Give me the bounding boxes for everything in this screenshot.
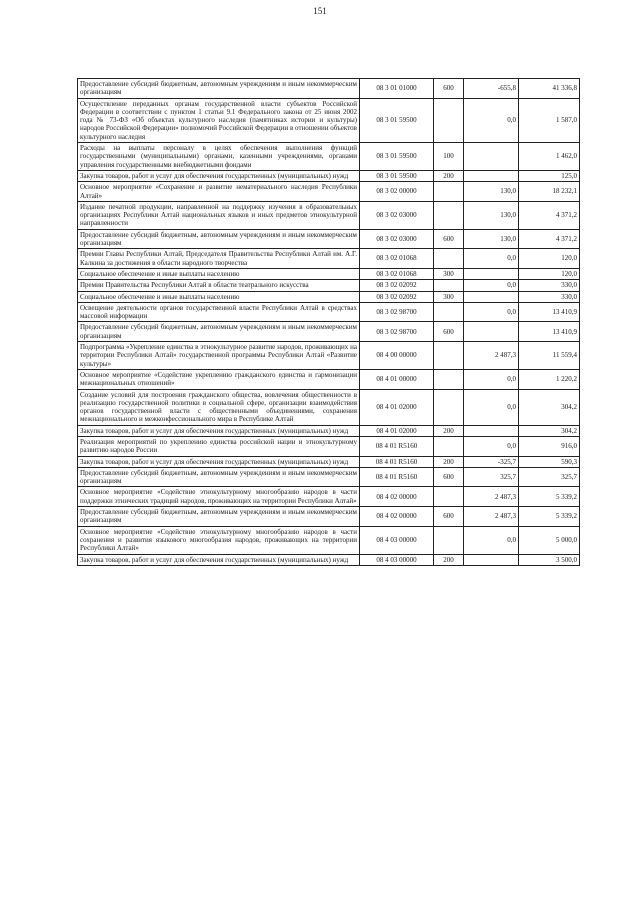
row-expense-type: 200: [434, 554, 464, 565]
row-expense-type: 200: [434, 425, 464, 436]
row-classification-code: 08 3 01 59500: [360, 98, 434, 142]
row-description: Социальное обеспечение и иные выплаты населению: [78, 268, 360, 279]
table-row: [78, 487, 580, 507]
row-expense-type: [434, 182, 464, 202]
row-expense-type: 100: [434, 143, 464, 171]
table-row: [78, 291, 580, 302]
row-expense-type: 600: [434, 79, 464, 99]
row-total-amount: 1 220,2: [519, 369, 580, 389]
row-classification-code: 08 4 01 R5160: [360, 467, 434, 487]
row-classification-code: 08 4 02 00000: [360, 507, 434, 527]
row-change-amount: 0,0: [464, 302, 519, 322]
row-description: Закупка товаров, работ и услуг для обеспечения государственных (муниципальных) нужд: [78, 554, 360, 565]
row-change-amount: 325,7: [464, 467, 519, 487]
table-row: [78, 554, 580, 565]
row-description: Премии Главы Республики Алтай, Председателя Правительства Республики Алтай им. А.Г. Калкина за достижения в области народного творчества: [78, 249, 360, 269]
row-description: Закупка товаров, работ и услуг для обеспечения государственных (муниципальных) нужд: [78, 456, 360, 467]
table-row: [78, 170, 580, 181]
table-row: [78, 249, 580, 269]
row-description: Закупка товаров, работ и услуг для обеспечения государственных (муниципальных) нужд: [78, 425, 360, 436]
row-change-amount: 2 487,3: [464, 507, 519, 527]
row-expense-type: [434, 436, 464, 456]
table-row: [78, 342, 580, 370]
row-description: Создание условий для построения гражданского общества, вовлечения общественности в реализацию государственной политики в социальной сфере, организации взаимодействия органов государственной власти с общественными объединениями, сохранения межнационального и межконфессионального мира в Республике Алтай: [78, 389, 360, 425]
table-row: [78, 467, 580, 487]
row-change-amount: 2 487,3: [464, 487, 519, 507]
row-change-amount: 0,0: [464, 436, 519, 456]
row-classification-code: 08 4 03 00000: [360, 526, 434, 554]
row-description: Подпрограмма «Укрепление единства в этнокультурное развитие народов, проживающих на территории Республики Алтай» государственной программы Республики Алтай «Развитие культуры»: [78, 342, 360, 370]
row-classification-code: 08 4 00 00000: [360, 342, 434, 370]
table-row: [78, 389, 580, 425]
row-classification-code: 08 3 02 03000: [360, 229, 434, 249]
row-change-amount: [464, 322, 519, 342]
row-description: Основное мероприятие «Содействие этнокультурному многообразию народов в части поддержки этнических традиций народов, проживающих на территории Республики Алтай»: [78, 487, 360, 507]
row-total-amount: 3 500,0: [519, 554, 580, 565]
table-row: [78, 302, 580, 322]
row-total-amount: 325,7: [519, 467, 580, 487]
row-classification-code: 08 3 02 02092: [360, 280, 434, 291]
row-description: Освещение деятельности органов государственной власти Республики Алтай в средствах массовой информации: [78, 302, 360, 322]
row-expense-type: [434, 302, 464, 322]
row-classification-code: 08 3 02 98700: [360, 322, 434, 342]
budget-table-body: [78, 79, 580, 566]
row-classification-code: 08 4 03 00000: [360, 554, 434, 565]
row-classification-code: 08 3 02 02092: [360, 291, 434, 302]
row-total-amount: 4 371,2: [519, 229, 580, 249]
row-classification-code: 08 3 02 03000: [360, 201, 434, 229]
row-change-amount: 0,0: [464, 369, 519, 389]
row-classification-code: 08 4 01 R5160: [360, 436, 434, 456]
row-total-amount: 304,2: [519, 389, 580, 425]
row-expense-type: [434, 249, 464, 269]
row-change-amount: [464, 291, 519, 302]
row-description: Предоставление субсидий бюджетным, автономным учреждениям и иным некоммерческим организациям: [78, 322, 360, 342]
row-total-amount: 13 410,9: [519, 302, 580, 322]
table-row: [78, 436, 580, 456]
row-expense-type: [434, 98, 464, 142]
table-row: [78, 268, 580, 279]
row-description: Предоставление субсидий бюджетным, автономным учреждениям и иным некоммерческим организациям: [78, 229, 360, 249]
row-change-amount: 2 487,3: [464, 342, 519, 370]
table-row: [78, 280, 580, 291]
row-change-amount: [464, 143, 519, 171]
row-total-amount: 5 339,2: [519, 487, 580, 507]
row-classification-code: 08 4 01 02000: [360, 425, 434, 436]
row-change-amount: 0,0: [464, 280, 519, 291]
row-change-amount: [464, 170, 519, 181]
row-change-amount: 130,0: [464, 229, 519, 249]
row-classification-code: 08 4 01 00000: [360, 369, 434, 389]
row-description: Расходы на выплаты персоналу в целях обеспечения выполнения функций государственными (муниципальными) органами, казенными учреждениями, органами управления государственными внебюджетными фондами: [78, 143, 360, 171]
row-expense-type: 600: [434, 229, 464, 249]
row-expense-type: [434, 487, 464, 507]
row-expense-type: [434, 526, 464, 554]
row-total-amount: 11 559,4: [519, 342, 580, 370]
row-expense-type: 200: [434, 170, 464, 181]
row-change-amount: -325,7: [464, 456, 519, 467]
row-classification-code: 08 3 02 01068: [360, 249, 434, 269]
table-row: [78, 369, 580, 389]
page-number: 151: [313, 6, 327, 16]
table-row: [78, 456, 580, 467]
row-description: Предоставление субсидий бюджетным, автономным учреждениям и иным некоммерческим организациям: [78, 507, 360, 527]
row-expense-type: [434, 201, 464, 229]
row-change-amount: 0,0: [464, 249, 519, 269]
table-row: [78, 79, 580, 99]
row-description: Основное мероприятие «Содействие укреплению гражданского единства и гармонизации межнациональных отношений»: [78, 369, 360, 389]
row-total-amount: 5 000,0: [519, 526, 580, 554]
row-classification-code: 08 3 02 01068: [360, 268, 434, 279]
row-description: Предоставление субсидий бюджетным, автономным учреждениям и иным некоммерческим организациям: [78, 467, 360, 487]
row-description: Предоставление субсидий бюджетным, автономным учреждениям и иным некоммерческим организациям: [78, 79, 360, 99]
row-change-amount: 130,0: [464, 182, 519, 202]
row-total-amount: 120,0: [519, 268, 580, 279]
table-row: [78, 425, 580, 436]
row-total-amount: 125,0: [519, 170, 580, 181]
row-change-amount: -655,8: [464, 79, 519, 99]
row-expense-type: 600: [434, 322, 464, 342]
row-total-amount: 1 462,0: [519, 143, 580, 171]
row-expense-type: 200: [434, 456, 464, 467]
row-change-amount: [464, 554, 519, 565]
row-total-amount: 120,0: [519, 249, 580, 269]
table-row: [78, 229, 580, 249]
table-row: [78, 143, 580, 171]
row-total-amount: 41 336,8: [519, 79, 580, 99]
row-total-amount: 916,0: [519, 436, 580, 456]
table-row: [78, 507, 580, 527]
row-description: Закупка товаров, работ и услуг для обеспечения государственных (муниципальных) нужд: [78, 170, 360, 181]
row-description: Издание печатной продукции, направленной на поддержку изучения в образовательных организациях Республики Алтай национальных языков и иных предметов этнокультурной направленности: [78, 201, 360, 229]
row-expense-type: 300: [434, 268, 464, 279]
row-classification-code: 08 4 01 R5160: [360, 456, 434, 467]
row-expense-type: [434, 389, 464, 425]
table-row: [78, 98, 580, 142]
row-change-amount: [464, 425, 519, 436]
table-row: [78, 182, 580, 202]
row-classification-code: 08 3 02 00000: [360, 182, 434, 202]
row-total-amount: 330,0: [519, 291, 580, 302]
row-change-amount: 0,0: [464, 526, 519, 554]
row-expense-type: [434, 369, 464, 389]
row-change-amount: 0,0: [464, 98, 519, 142]
row-total-amount: 5 339,2: [519, 507, 580, 527]
row-change-amount: 0,0: [464, 389, 519, 425]
row-expense-type: [434, 280, 464, 291]
budget-table: [77, 78, 580, 566]
table-row: [78, 201, 580, 229]
table-row: [78, 322, 580, 342]
row-description: Премии Правительства Республики Алтай в области театрального искусства: [78, 280, 360, 291]
row-expense-type: 600: [434, 467, 464, 487]
row-total-amount: 304,2: [519, 425, 580, 436]
row-expense-type: 300: [434, 291, 464, 302]
row-description: Основное мероприятие «Содействие этнокультурному многообразию народов в части сохранения и развития языкового многообразия народов, проживающих на территории Республики Алтай»: [78, 526, 360, 554]
row-description: Основное мероприятие «Сохранение и развитие нематериального наследия Республики Алтай»: [78, 182, 360, 202]
row-change-amount: 130,0: [464, 201, 519, 229]
table-row: [78, 526, 580, 554]
row-expense-type: 600: [434, 507, 464, 527]
row-total-amount: 4 371,2: [519, 201, 580, 229]
row-classification-code: 08 3 01 59500: [360, 143, 434, 171]
row-classification-code: 08 4 02 00000: [360, 487, 434, 507]
row-description: Социальное обеспечение и иные выплаты населению: [78, 291, 360, 302]
row-description: Осуществление переданных органам государственной власти субъектов Российской Федерации в соответствии с пунктом 1 статьи 9.1 Федерального закона от 25 июня 2002 года № 73-ФЗ «Об объектах культурного наследия (памятниках истории и культуры) народов Российской Федерации» полномочий Российской Федерации в отношении объектов культурного наследия: [78, 98, 360, 142]
row-total-amount: 18 232,1: [519, 182, 580, 202]
row-total-amount: 590,3: [519, 456, 580, 467]
row-classification-code: 08 4 01 02000: [360, 389, 434, 425]
row-classification-code: 08 3 01 59500: [360, 170, 434, 181]
row-total-amount: 330,0: [519, 280, 580, 291]
row-total-amount: 1 587,0: [519, 98, 580, 142]
row-expense-type: [434, 342, 464, 370]
row-total-amount: 13 410,9: [519, 322, 580, 342]
row-classification-code: 08 3 01 01000: [360, 79, 434, 99]
row-description: Реализация мероприятий по укреплению единства российской нации и этнокультурному развитию народов России: [78, 436, 360, 456]
row-classification-code: 08 3 02 98700: [360, 302, 434, 322]
row-change-amount: [464, 268, 519, 279]
